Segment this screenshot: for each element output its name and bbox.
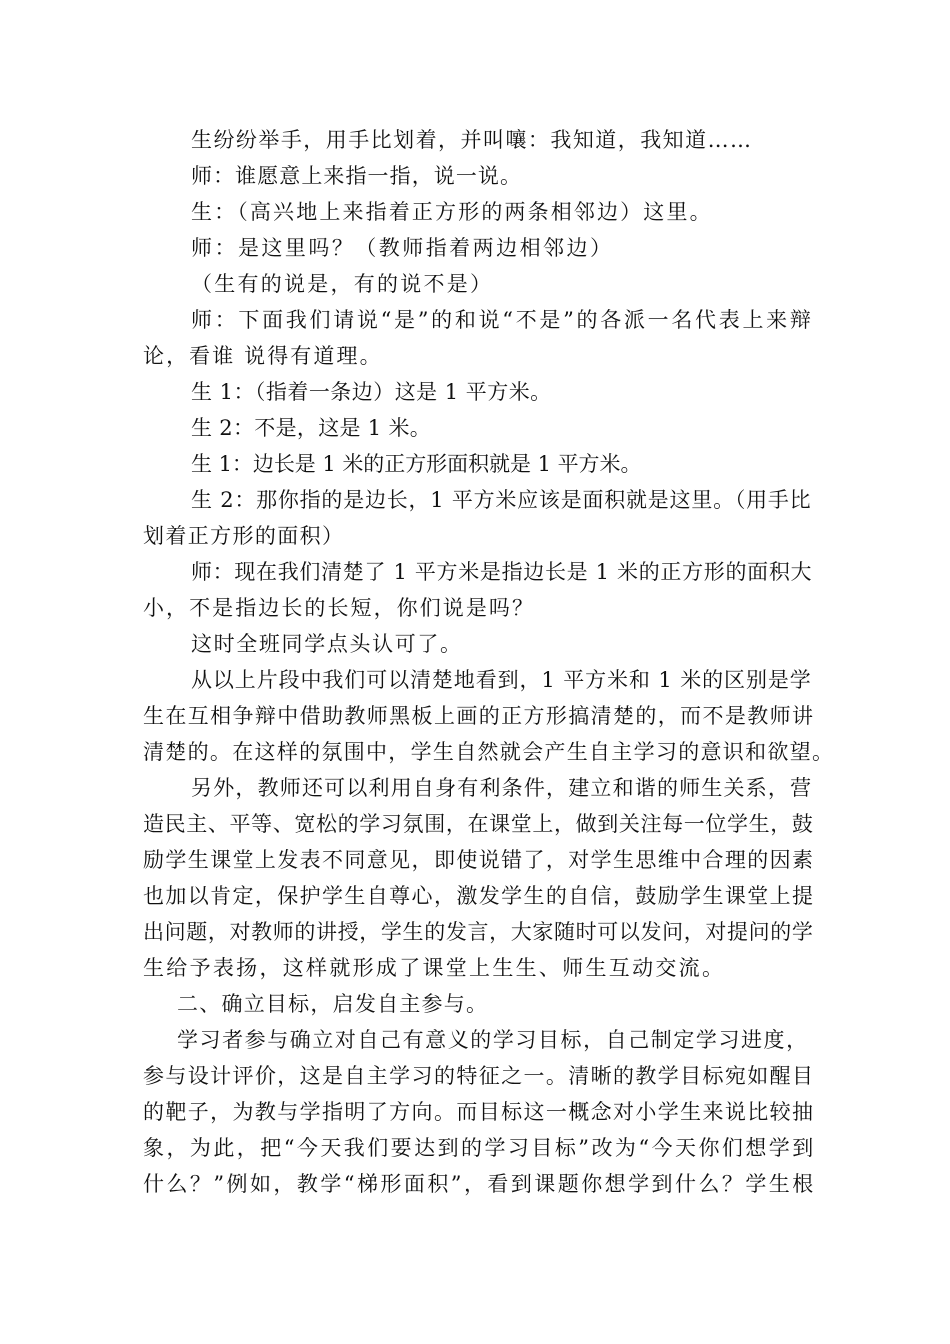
text-line: 生在互相争辩中借助教师黑板上画的正方形搞清楚的，而不是教师讲 xyxy=(143,704,815,728)
text-line: 论，看谁 说得有道理。 xyxy=(143,344,383,368)
text-line: 生 1：（指着一条边）这是 1 平方米。 xyxy=(191,380,552,404)
text-line: 学习者参与确立对自己有意义的学习目标，自己制定学习进度， xyxy=(177,1028,809,1052)
text-line: 的靶子，为教与学指明了方向。而目标这一概念对小学生来说比较抽 xyxy=(143,1100,815,1124)
text-line: 划着正方形的面积） xyxy=(143,524,345,548)
text-line: 师：现在我们清楚了 1 平方米是指边长是 1 米的正方形的面积大 xyxy=(191,560,813,584)
text-line: 象，为此，把“今天我们要达到的学习目标”改为“今天你们想学到 xyxy=(143,1136,816,1160)
text-line: （生有的说是，有的说不是） xyxy=(191,272,494,296)
text-line: 什么？”例如，教学“梯形面积”，看到课题你想学到什么？学生根 xyxy=(143,1172,816,1196)
text-line: 师：谁愿意上来指一指，说一说。 xyxy=(191,164,523,188)
text-line: 也加以肯定，保护学生自尊心，激发学生的自信，鼓励学生课堂上提 xyxy=(143,884,815,908)
text-line: 另外，教师还可以利用自身有利条件，建立和谐的师生关系，营 xyxy=(191,776,813,800)
text-line: 小，不是指边长的长短，你们说是吗？ xyxy=(143,596,536,620)
section-heading: 二、确立目标，启发自主参与。 xyxy=(177,992,489,1016)
text-line: 师：下面我们请说“是”的和说“不是”的各派一名代表上来辩 xyxy=(191,308,814,332)
text-line: 从以上片段中我们可以清楚地看到，1 平方米和 1 米的区别是学 xyxy=(191,668,812,692)
text-line: 生 2：不是，这是 1 米。 xyxy=(191,416,432,440)
text-line: 参与设计评价，这是自主学习的特征之一。清晰的教学目标宛如醒目 xyxy=(143,1064,815,1088)
text-line: 师：是这里吗？（教师指着两边相邻边） xyxy=(191,236,614,260)
text-line: 励学生课堂上发表不同意见，即使说错了，对学生思维中合理的因素 xyxy=(143,848,815,872)
text-line: 生 1：边长是 1 米的正方形面积就是 1 平方米。 xyxy=(191,452,642,476)
text-line: 清楚的。在这样的氛围中，学生自然就会产生自主学习的意识和欲望。 xyxy=(143,740,835,764)
text-line: 生：（高兴地上来指着正方形的两条相邻边）这里。 xyxy=(191,200,713,224)
text-line: 造民主、平等、宽松的学习氛围，在课堂上，做到关注每一位学生，鼓 xyxy=(143,812,814,836)
text-line: 生给予表扬，这样就形成了课堂上生生、师生互动交流。 xyxy=(143,956,726,980)
text-line: 生 2：那你指的是边长，1 平方米应该是面积就是这里。（用手比 xyxy=(191,488,812,512)
text-line: 这时全班同学点头认可了。 xyxy=(191,632,463,656)
text-line: 出问题，对教师的讲授，学生的发言，大家随时可以发问，对提问的学 xyxy=(143,920,814,944)
text-line: 生纷纷举手，用手比划着，并叫嚷：我知道，我知道…… xyxy=(191,128,753,152)
